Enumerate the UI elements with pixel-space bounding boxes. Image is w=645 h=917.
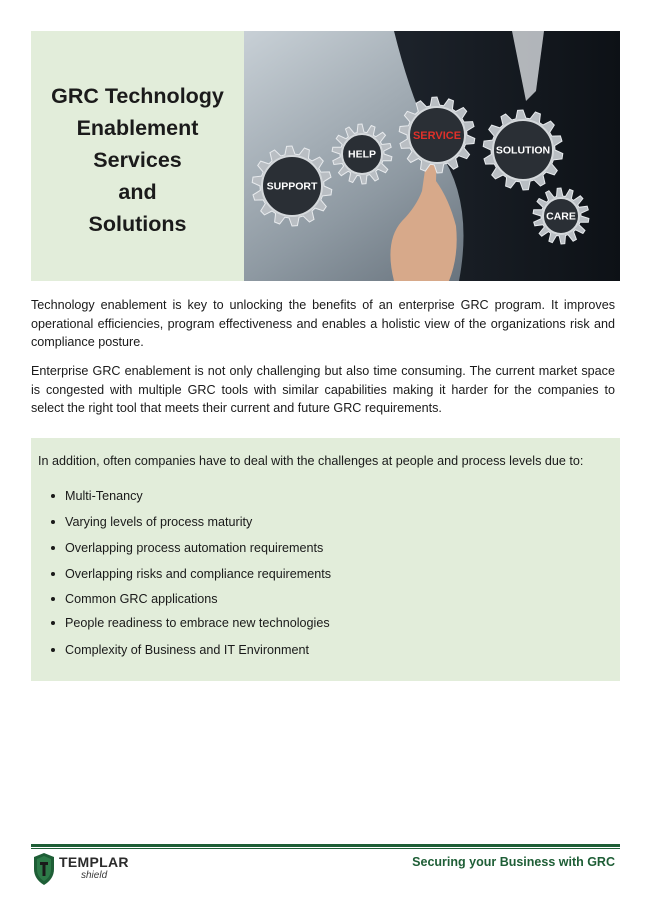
list-item: [51, 489, 143, 503]
gear-label: SUPPORT: [266, 180, 318, 193]
list-item-label: Complexity of Business and IT Environment: [65, 643, 310, 657]
gear-label: HELP: [347, 148, 377, 161]
title-line: and: [118, 180, 157, 204]
bullet-icon: [51, 621, 55, 625]
title-line: GRC Technology: [51, 84, 224, 108]
page-title: [31, 72, 244, 240]
logo-wordmark: TEMPLAR: [59, 854, 129, 870]
hero-image: [244, 31, 620, 281]
gear-label: SERVICE: [412, 129, 462, 142]
bullet-icon: [51, 648, 55, 652]
bullet-icon: [51, 520, 55, 524]
list-item: [51, 567, 331, 581]
list-item: [51, 643, 309, 657]
list-item-label: Multi-Tenancy: [65, 489, 143, 503]
gear-label: CARE: [546, 210, 576, 223]
bullet-icon: [51, 572, 55, 576]
title-line: Solutions: [88, 212, 187, 236]
list-item-label: Overlapping process automation requirements: [65, 541, 324, 555]
challenge-paragraph: Enterprise GRC enablement is not only challenging but also time consuming. The current market space is congested with multiple GRC tools with similar capabilities making it harder for the companies to select the right tool that meets their current and future GRC requirements.: [31, 364, 615, 415]
footer-divider: [31, 844, 620, 847]
hero-banner: [31, 31, 620, 281]
list-item-label: Varying levels of process maturity: [65, 515, 253, 529]
footer-divider-thin: [31, 848, 620, 849]
hero-title-panel: [31, 31, 244, 281]
challenges-panel: [31, 438, 620, 681]
footer-tagline: Securing your Business with GRC: [412, 855, 615, 869]
list-item-label: Overlapping risks and compliance requirements: [65, 567, 331, 581]
gear-label: SOLUTION: [495, 144, 551, 157]
title-line: Enablement Services: [76, 116, 199, 172]
bullet-icon: [51, 546, 55, 550]
panel-intro: In addition, often companies have to deal with the challenges at people and process levels due to:: [38, 454, 584, 468]
bullet-icon: [51, 494, 55, 498]
intro-paragraph: Technology enablement is key to unlocking the benefits of an enterprise GRC program. It improves operational efficiencies, program effectiveness and enables a holistic view of the organizations risk and compliance posture.: [31, 298, 615, 349]
list-item: [51, 541, 323, 555]
logo-subtitle: shield: [81, 870, 108, 881]
gears-illustration: [244, 31, 620, 281]
bullet-icon: [51, 597, 55, 601]
list-item: [51, 592, 218, 606]
list-item: [51, 616, 330, 630]
shield-icon: [33, 852, 55, 886]
list-item-label: Common GRC applications: [65, 592, 218, 606]
list-item: [51, 515, 252, 529]
list-item-label: People readiness to embrace new technologies: [65, 616, 330, 630]
company-logo: [33, 852, 129, 886]
